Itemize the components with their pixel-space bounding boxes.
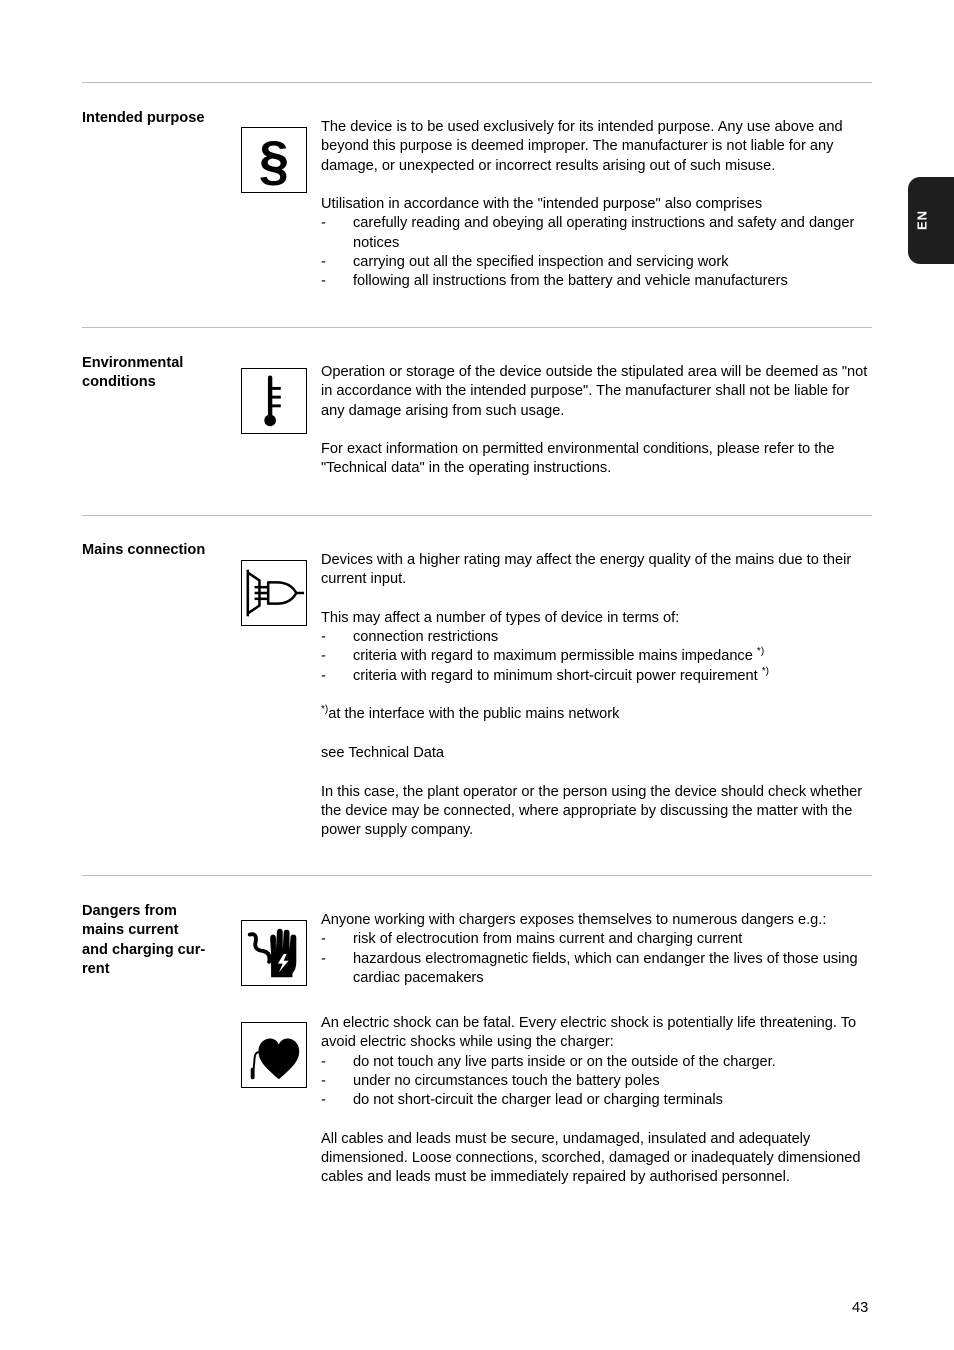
list-item: - criteria with regard to minimum short-circuit power requirement *) <box>321 665 769 684</box>
thermometer-icon <box>241 368 307 434</box>
heading-intended-purpose: Intended purpose <box>82 110 205 126</box>
section-sign-icon <box>241 127 307 193</box>
pacemaker-heart-icon <box>241 1022 307 1088</box>
dangers-text <box>321 911 873 988</box>
list-item: - connection restrictions <box>321 629 499 646</box>
list-item: - under no circumstances touch the battery poles <box>321 1072 660 1089</box>
heading-environmental-conditions: Environmental conditions <box>82 355 184 391</box>
svg-text:§: § <box>258 130 290 192</box>
list-item: - following all instructions from the battery and vehicle manufacturers <box>321 273 788 290</box>
list-item: - criteria with regard to maximum permissible mains impedance *) <box>321 646 765 665</box>
paragraph: Anyone working with chargers exposes themselves to numerous dangers e.g.: <box>321 912 827 928</box>
list-item: - do not short-circuit the charger lead or charging terminals <box>321 1092 723 1109</box>
paragraph: All cables and leads must be secure, undamaged, insulated and adequately dimensioned. Loose connections, scorched, damaged or inadequately dimensioned cables and leads must be immediately repaired by authorised personnel. <box>321 1130 861 1186</box>
language-tab-label: EN <box>914 209 930 231</box>
paragraph: For exact information on permitted environmental conditions, please refer to the "Technical data" in the operating instructions. <box>321 441 835 477</box>
footnote-mark: *) <box>756 646 765 658</box>
paragraph: Devices with a higher rating may affect the energy quality of the mains due to their current input. <box>321 552 852 588</box>
heading-mains-connection: Mains connection <box>82 542 206 558</box>
heading-dangers: Dangers from mains current and charging cur- rent <box>82 903 206 977</box>
page-number: 43 <box>852 1300 869 1316</box>
footnote-mark: *) <box>761 665 769 677</box>
list-item: - risk of electrocution from mains current and charging current <box>321 931 743 948</box>
environmental-text <box>321 363 873 479</box>
language-tab-en <box>908 177 954 264</box>
list-item: - hazardous electromagnetic fields, which can endanger the lives of those using cardiac pacemakers <box>321 950 858 986</box>
paragraph: In this case, the plant operator or the person using the device should check whether the device may be connected, where appropriate by discussing the matter with the power supply company. <box>321 783 863 839</box>
intended-purpose-text <box>321 118 873 292</box>
section-divider <box>82 82 872 83</box>
paragraph: An electric shock can be fatal. Every electric shock is potentially life threatening. To avoid electric shocks while using the charger: <box>321 1015 857 1051</box>
section-divider <box>82 327 872 328</box>
electric-shock-hand-icon <box>241 920 307 986</box>
footnote-mark: *) <box>321 704 329 716</box>
paragraph: This may affect a number of types of device in terms of: <box>321 609 680 626</box>
electric-shock-text <box>321 1014 873 1188</box>
mains-text <box>321 551 873 840</box>
see-reference: see Technical Data <box>321 744 445 761</box>
footnote: *)at the interface with the public mains network <box>321 704 620 723</box>
list-item: - do not touch any live parts inside or on the outside of the charger. <box>321 1053 776 1070</box>
section-divider <box>82 875 872 876</box>
section-divider <box>82 515 872 516</box>
paragraph: Operation or storage of the device outside the stipulated area will be deemed as "not in accordance with the intended purpose". The manufacturer shall not be liable for any damage arising from such usage. <box>321 364 868 419</box>
list-item: - carefully reading and obeying all operating instructions and safety and danger notices <box>321 215 855 251</box>
list-item: - carrying out all the specified inspection and servicing work <box>321 254 729 271</box>
paragraph: Utilisation in accordance with the "intended purpose" also comprises <box>321 196 763 213</box>
plug-socket-icon <box>241 560 307 626</box>
paragraph: The device is to be used exclusively for its intended purpose. Any use above and beyond this purpose is deemed improper. The manufacturer is not liable for any damage, or unexpected or incorrect results arising out of such misuse. <box>321 119 843 174</box>
